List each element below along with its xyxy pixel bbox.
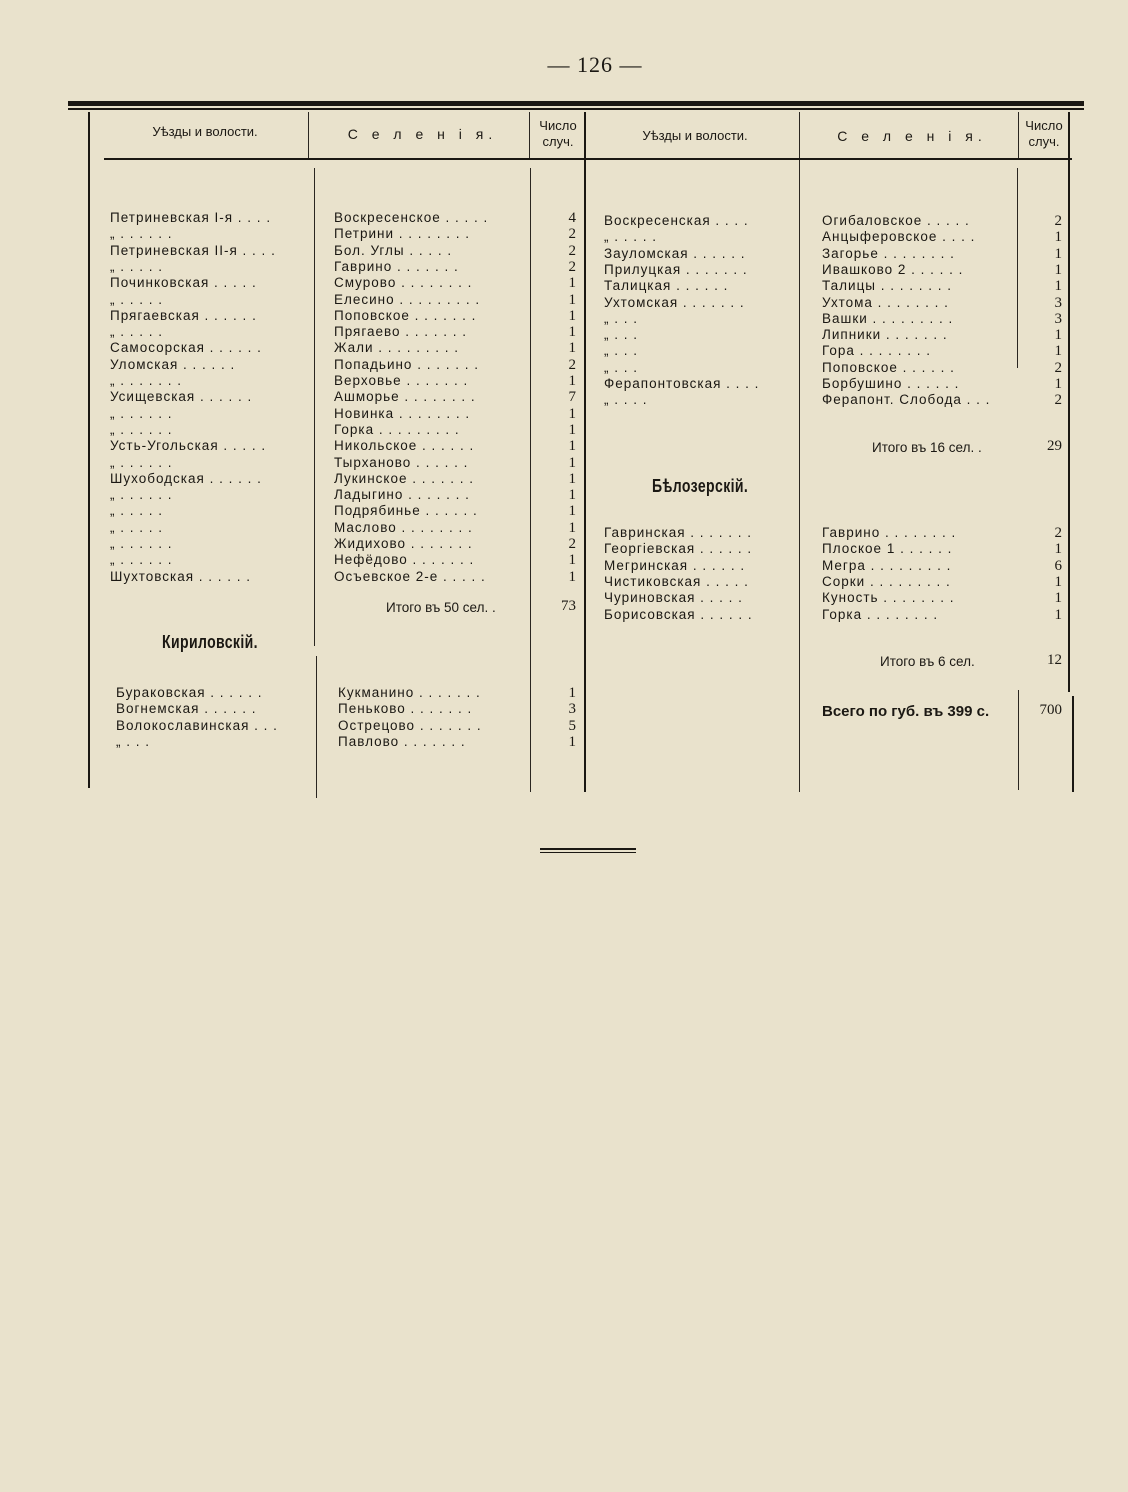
table-row-count: 1 <box>1054 590 1062 607</box>
table-row-volost: „ . . . . . <box>110 503 164 519</box>
table-row-count: 1 <box>1054 229 1062 246</box>
left-total-label: Итого въ 50 сел. . <box>386 600 496 615</box>
table-row-count: 5 <box>568 717 576 734</box>
table-row-village: Загорье . . . . . . . . <box>822 245 955 261</box>
header-villages-left: С е л е н і я. <box>347 126 498 142</box>
right-total-count: 29 <box>1047 438 1062 454</box>
table-row-count: 1 <box>568 552 576 569</box>
table-row-volost: Шухободская . . . . . . <box>110 470 262 486</box>
table-row-volost: „ . . . . . . <box>110 226 173 242</box>
table-row-village: Никольское . . . . . . <box>334 438 475 454</box>
header-rule <box>104 158 1072 160</box>
table-row-volost: Шухтовская . . . . . . <box>110 568 252 584</box>
table-row-count: 1 <box>568 291 576 308</box>
table-row-volost: „ . . . <box>604 327 638 343</box>
table-row-village: Подрябинье . . . . . . <box>334 503 478 519</box>
table-row-volost: Мегринская . . . . . . <box>604 557 746 573</box>
table-row-village: Ашморье . . . . . . . . <box>334 389 476 405</box>
table-row-count: 2 <box>568 258 576 275</box>
table-row-count: 1 <box>568 438 576 455</box>
table-row-village: Горка . . . . . . . . <box>822 606 939 622</box>
table-row-village: Сорки . . . . . . . . . <box>822 573 951 589</box>
table-row-village: Плоское 1 . . . . . . <box>822 541 953 557</box>
belozersk-total-count: 12 <box>1047 652 1062 668</box>
table-row-count: 1 <box>1054 573 1062 590</box>
table-row-village: Осъевское 2-е . . . . . <box>334 568 486 584</box>
table-row-village: Жидихово . . . . . . . <box>334 536 473 551</box>
table-row-volost: Вогнемская . . . . . . <box>116 701 257 717</box>
table-row-volost: Прилуцкая . . . . . . . <box>604 261 748 277</box>
header-districts-left: Уѣзды и волости. <box>152 124 258 139</box>
bottom-ornament-rule <box>540 848 636 850</box>
table-row-volost: „ . . . <box>604 359 638 375</box>
table-row-village: Нефёдово . . . . . . . <box>334 552 475 568</box>
table-row-count: 1 <box>568 470 576 487</box>
table-row-volost: „ . . . . . . <box>110 487 173 503</box>
col-divider-3 <box>799 112 800 792</box>
table-row-village: Ладыгино . . . . . . . <box>334 487 470 503</box>
table-row-count: 1 <box>1054 376 1062 392</box>
table-row-village: Маслово . . . . . . . . <box>334 519 473 535</box>
page-number: — 126 — <box>547 52 643 77</box>
table-row-volost: Чистиковская . . . . . <box>604 573 749 589</box>
table-row-village: Лукинское . . . . . . . <box>334 470 474 486</box>
table-border-left <box>88 112 90 788</box>
table-row-village: Верховье . . . . . . . <box>334 373 469 388</box>
table-row-count: 4 <box>568 210 576 226</box>
table-row-count: 1 <box>568 568 576 585</box>
table-row-village: Ивашково 2 . . . . . . <box>822 261 964 277</box>
table-row-count: 1 <box>568 324 576 341</box>
table-row-count: 1 <box>1054 541 1062 558</box>
belozersk-section-title: Бѣлозерскій. <box>652 476 749 496</box>
table-row-count: 2 <box>1054 213 1062 229</box>
table-row-volost: „ . . . . . <box>110 519 164 535</box>
table-row-village: Вашки . . . . . . . . . <box>822 310 954 326</box>
table-row-count: 1 <box>568 454 576 471</box>
table-row-village: Гора . . . . . . . . <box>822 343 931 359</box>
table-row-village: Борбушино . . . . . . <box>822 376 960 391</box>
table-row-count: 1 <box>1054 606 1062 623</box>
top-rule <box>68 101 1084 106</box>
table-row-village: Пеньково . . . . . . . <box>338 701 473 717</box>
table-row-village: Горка . . . . . . . . . <box>334 421 460 437</box>
table-row-volost: „ . . . <box>116 733 150 749</box>
table-row-village: Елесино . . . . . . . . . <box>334 291 481 307</box>
col-divider-2b <box>530 168 531 792</box>
grand-total-label: Всего по губ. въ 399 с. <box>822 703 990 720</box>
table-row-count: 1 <box>568 487 576 504</box>
col-divider-1 <box>308 112 309 160</box>
table-row-volost: Усть-Угольская . . . . . <box>110 438 267 454</box>
table-row-volost: Волокославинская . . . <box>116 717 278 733</box>
table-row-count: 1 <box>1054 278 1062 295</box>
table-row-count: 1 <box>568 307 576 324</box>
table-row-volost: „ . . . . . . . <box>110 373 183 388</box>
table-row-village: Кукманино . . . . . . . <box>338 685 481 700</box>
col-divider-1c <box>316 656 317 798</box>
top-rule-thin <box>68 108 1084 110</box>
table-row-volost: Самосорская . . . . . . <box>110 340 262 356</box>
table-row-village: Гаврино . . . . . . . <box>334 258 459 274</box>
table-row-village: Липники . . . . . . . <box>822 327 948 343</box>
table-row-count: 2 <box>568 226 576 243</box>
table-row-village: Острецово . . . . . . . <box>338 717 482 733</box>
table-border-right <box>1068 112 1070 692</box>
table-row-volost: Зауломская . . . . . . <box>604 245 746 261</box>
table-row-village: Ухтома . . . . . . . . <box>822 294 949 310</box>
table-row-volost: Чуриновская . . . . . <box>604 590 743 606</box>
table-row-volost: „ . . . . . . <box>110 536 173 551</box>
header-count-line2: случ. <box>1028 134 1060 149</box>
table-border-right-lower <box>1072 696 1074 792</box>
table-row-village: Мегра . . . . . . . . . <box>822 557 952 573</box>
header-count-left <box>531 118 585 150</box>
table-row-village: Поповское . . . . . . <box>822 359 955 375</box>
table-row-village: Петрини . . . . . . . . <box>334 226 471 242</box>
table-row-volost: Борисовская . . . . . . <box>604 606 753 622</box>
table-row-volost: „ . . . . . . <box>110 405 173 421</box>
table-row-village: Павлово . . . . . . . <box>338 733 466 749</box>
table-row-count: 1 <box>1054 245 1062 262</box>
table-row-count: 1 <box>568 519 576 536</box>
table-row-volost: „ . . . . . <box>604 229 658 245</box>
table-row-count: 1 <box>568 275 576 292</box>
table-row-volost: „ . . . . . . <box>110 421 173 437</box>
table-row-count: 2 <box>1054 525 1062 541</box>
table-row-village: Огибаловское . . . . . <box>822 213 970 228</box>
table-row-count: 1 <box>1054 261 1062 278</box>
header-count-right <box>1018 118 1070 150</box>
header-count-line2: случ. <box>542 134 574 149</box>
table-row-count: 1 <box>568 373 576 389</box>
table-row-village: Талицы . . . . . . . . <box>822 278 953 294</box>
table-row-village: Тырханово . . . . . . <box>334 454 469 470</box>
table-row-count: 1 <box>568 405 576 422</box>
table-row-volost: Ферапонтовская . . . . <box>604 376 760 391</box>
table-row-village: Новинка . . . . . . . . <box>334 405 471 421</box>
kirillov-section-title: Кириловскій. <box>162 632 258 652</box>
col-divider-2 <box>529 112 530 160</box>
table-row-volost: Уломская . . . . . . <box>110 356 236 372</box>
header-count-line1: Число <box>539 118 577 133</box>
table-row-count: 3 <box>1054 310 1062 327</box>
table-row-count: 3 <box>568 701 576 718</box>
table-row-village: Бол. Углы . . . . . <box>334 242 453 258</box>
grand-total-count: 700 <box>1039 702 1062 718</box>
table-row-count: 1 <box>568 340 576 357</box>
col-divider-4c <box>1018 690 1019 790</box>
table-row-count: 7 <box>568 389 576 406</box>
table-row-volost: „ . . . . . <box>110 291 164 307</box>
table-row-volost: Бураковская . . . . . . <box>116 685 263 700</box>
table-row-volost: Георгіевская . . . . . . <box>604 541 753 557</box>
table-row-count: 2 <box>1054 392 1062 409</box>
table-row-count: 1 <box>568 421 576 438</box>
table-row-village: Попадьино . . . . . . . <box>334 356 479 372</box>
table-row-count: 1 <box>568 503 576 520</box>
table-row-count: 6 <box>1054 557 1062 574</box>
table-row-volost: „ . . . . . <box>110 324 164 340</box>
table-row-volost: „ . . . <box>604 343 638 359</box>
col-divider-1b <box>314 168 315 646</box>
table-row-volost: Петриневская I-я . . . . <box>110 210 272 225</box>
table-row-count: 2 <box>1054 359 1062 376</box>
table-row-count: 1 <box>568 685 576 701</box>
table-row-volost: „ . . . . . <box>110 258 164 274</box>
belozersk-total-label: Итого въ 6 сел. <box>880 654 975 669</box>
table-row-count: 2 <box>568 242 576 259</box>
table-row-village: Воскресенское . . . . . <box>334 210 489 225</box>
col-divider-mid <box>584 112 586 792</box>
table-row-count: 1 <box>1054 327 1062 344</box>
table-row-village: Жали . . . . . . . . . <box>334 340 460 356</box>
table-row-volost: Талицкая . . . . . . <box>604 278 729 294</box>
table-row-volost: Петриневская II-я . . . . <box>110 242 276 258</box>
table-row-village: Куность . . . . . . . . <box>822 590 955 606</box>
table-row-village: Анцыферовское . . . . <box>822 229 976 245</box>
table-row-village: Прягаево . . . . . . . <box>334 324 468 340</box>
table-row-volost: „ . . . . . . <box>110 454 173 470</box>
left-total-count: 73 <box>561 598 576 614</box>
table-row-volost: Воскресенская . . . . <box>604 213 749 228</box>
header-count-line1: Число <box>1025 118 1063 133</box>
bottom-ornament-rule-thin <box>540 852 636 853</box>
table-row-volost: Починковская . . . . . <box>110 275 257 291</box>
table-row-count: 2 <box>568 536 576 552</box>
table-row-volost: „ . . . . . . <box>110 552 173 568</box>
table-row-volost: Гавринская . . . . . . . <box>604 525 753 540</box>
table-row-volost: Усищевская . . . . . . <box>110 389 253 405</box>
table-row-village: Гаврино . . . . . . . . <box>822 525 957 540</box>
header-districts-right: Уѣзды и волости. <box>642 128 748 143</box>
table-row-volost: „ . . . . <box>604 392 648 408</box>
col-divider-4b <box>1017 168 1018 368</box>
table-row-count: 2 <box>568 356 576 373</box>
table-row-count: 1 <box>568 733 576 750</box>
table-row-village: Поповское . . . . . . . <box>334 307 477 323</box>
table-row-village: Смурово . . . . . . . . <box>334 275 473 291</box>
header-villages-right: С е л е н і я. <box>837 128 987 144</box>
table-row-count: 3 <box>1054 294 1062 311</box>
table-row-volost: Ухтомская . . . . . . . <box>604 294 745 310</box>
table-row-village: Ферапонт. Слобода . . . <box>822 392 991 408</box>
table-row-count: 1 <box>1054 343 1062 360</box>
table-row-volost: Прягаевская . . . . . . <box>110 307 257 323</box>
table-row-volost: „ . . . <box>604 310 638 326</box>
right-total-label: Итого въ 16 сел. . <box>872 440 982 455</box>
